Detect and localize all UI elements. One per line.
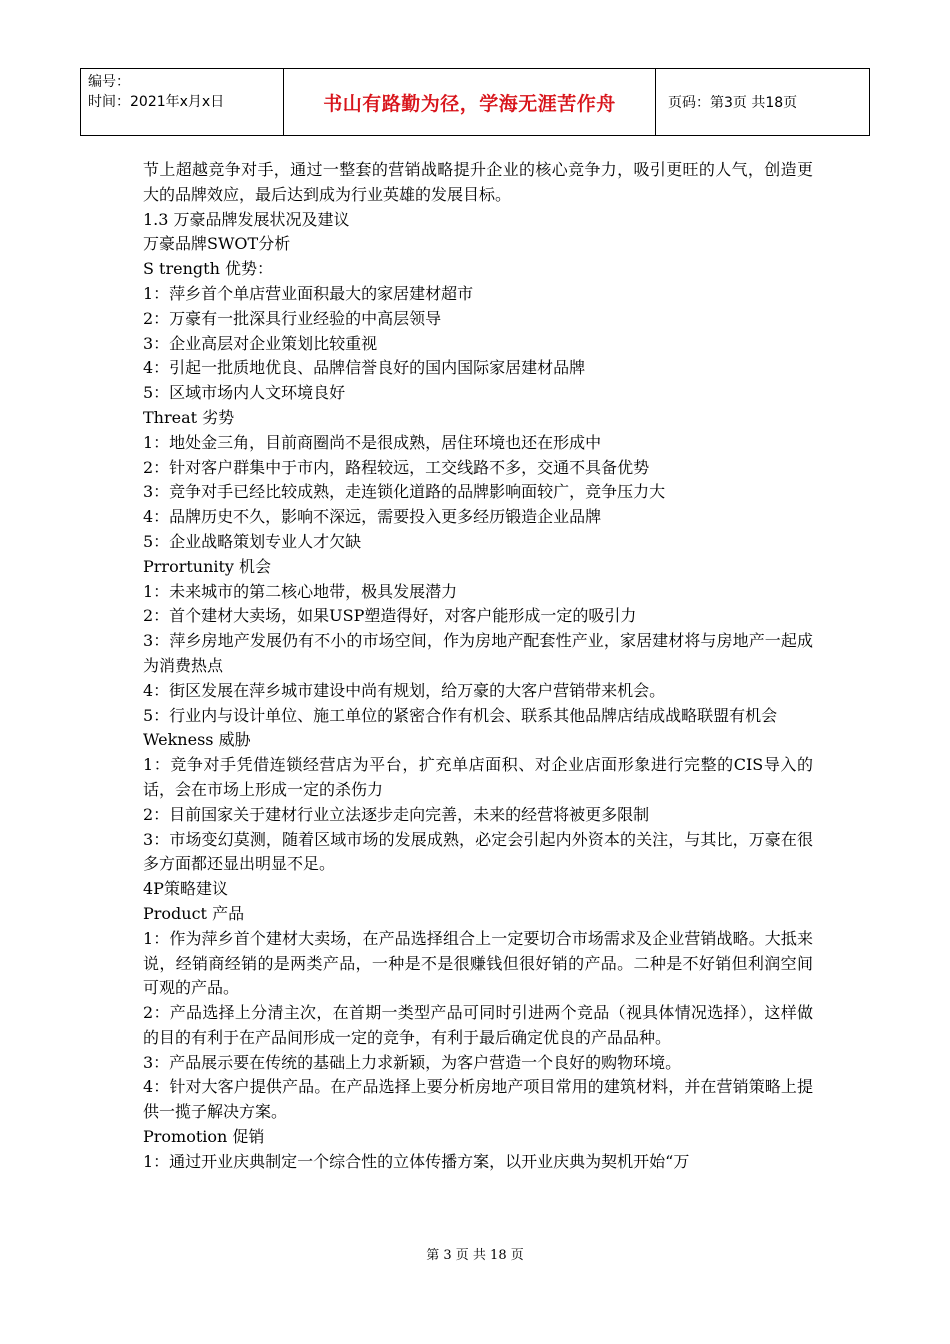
- body-paragraph: 1：通过开业庆典制定一个综合性的立体传播方案，以开业庆典为契机开始“万: [143, 1151, 690, 1171]
- body-paragraph: 3：市场变幻莫测，随着区域市场的发展成熟，必定会引起内外资本的关注，与其比，万豪在很多方面都还显出明显不足。: [143, 829, 813, 874]
- page-footer: 第 3 页 共 18 页: [426, 1248, 524, 1263]
- body-paragraph: 1：地处金三角，目前商圈尚不是很成熟，居住环境也还在形成中: [143, 432, 602, 452]
- body-paragraph: 2：首个建材大卖场，如果USP塑造得好，对客户能形成一定的吸引力: [143, 606, 637, 626]
- body-paragraph: 4：街区发展在萍乡城市建设中尚有规划，给万豪的大客户营销带来机会。: [143, 680, 666, 700]
- header-meta: [81, 69, 284, 135]
- body-paragraph: 3：企业高层对企业策划比较重视: [143, 333, 378, 353]
- body-paragraph: Prrortunity 机会: [143, 556, 272, 576]
- body-paragraph: 2：目前国家关于建材行业立法逐步走向完善，未来的经营将被更多限制: [143, 804, 650, 824]
- body-paragraph: 3：产品展示要在传统的基础上力求新颖，为客户营造一个良好的购物环境。: [143, 1052, 682, 1072]
- body-paragraph: 4P策略建议: [143, 879, 228, 899]
- body-paragraph: 1.3 万豪品牌发展状况及建议: [143, 209, 350, 229]
- body-paragraph: 1：作为萍乡首个建材大卖场，在产品选择组合上一定要切合市场需求及企业营销战略。大抵来说，经销商经销的是两类产品，一种是不是很赚钱但很好销的产品。二种是不好销但利润空间可观的产品。: [143, 928, 813, 998]
- body-paragraph: 1：竞争对手凭借连锁经营店为平台，扩充单店面积、对企业店面形象进行完整的CIS导入的话，会在市场上形成一定的杀伤力: [143, 755, 813, 799]
- body-paragraph: 4：针对大客户提供产品。在产品选择上要分析房地产项目常用的建筑材料，并在营销策略上提供一揽子解决方案。: [143, 1077, 813, 1122]
- body-paragraph: 4：引起一批质地优良、品牌信誉良好的国内国际家居建材品牌: [143, 358, 586, 378]
- body-paragraph: 万豪品牌SWOT分析: [143, 234, 291, 254]
- body-paragraph: Product 产品: [143, 903, 245, 923]
- body-paragraph: 3：竞争对手已经比较成熟，走连锁化道路的品牌影响面较广，竞争压力大: [143, 482, 666, 502]
- body-paragraph: 4：品牌历史不久，影响不深远，需要投入更多经历锻造企业品牌: [143, 507, 602, 527]
- body-paragraph: 节上超越竞争对手，通过一整套的营销战略提升企业的核心竞争力，吸引更旺的人气，创造更大的品牌效应，最后达到成为行业英雄的发展目标。: [143, 160, 813, 204]
- body-paragraph: 5：区域市场内人文环境良好: [143, 383, 346, 403]
- header-page-label: 页码：第3页 共18页: [668, 95, 798, 111]
- time-label: 时间：2021年x月x日: [88, 94, 225, 110]
- body-paragraph: 1：萍乡首个单店营业面积最大的家居建材超市: [143, 283, 474, 303]
- body-paragraph: 2：产品选择上分清主次，在首期一类型产品可同时引进两个竞品（视具体情况选择），这样做的目的有利于在产品间形成一定的竞争，有利于最后确定优良的产品品种。: [143, 1003, 813, 1047]
- document-body: [143, 158, 813, 1175]
- body-paragraph: Threat 劣势: [143, 407, 235, 427]
- body-paragraph: Wekness 威胁: [143, 730, 251, 750]
- header-motto: 书山有路勤为径，学海无涯苦作舟: [284, 69, 656, 135]
- body-paragraph: 1：未来城市的第二核心地带，极具发展潜力: [143, 581, 458, 601]
- body-paragraph: S trength 优势：: [143, 259, 273, 279]
- document-header: [80, 68, 870, 136]
- body-paragraph: 5：企业战略策划专业人才欠缺: [143, 531, 362, 551]
- body-paragraph: 5：行业内与设计单位、施工单位的紧密合作有机会、联系其他品牌店结成战略联盟有机会: [143, 705, 778, 725]
- body-paragraph: 3：萍乡房地产发展仍有不小的市场空间，作为房地产配套性产业，家居建材将与房地产一起成为消费热点: [143, 631, 813, 675]
- number-label: 编号：: [88, 74, 130, 90]
- body-paragraph: 2：针对客户群集中于市内，路程较远，工交线路不多，交通不具备优势: [143, 457, 650, 477]
- body-paragraph: Promotion 促销: [143, 1127, 265, 1147]
- body-paragraph: 2：万豪有一批深具行业经验的中高层领导: [143, 308, 442, 328]
